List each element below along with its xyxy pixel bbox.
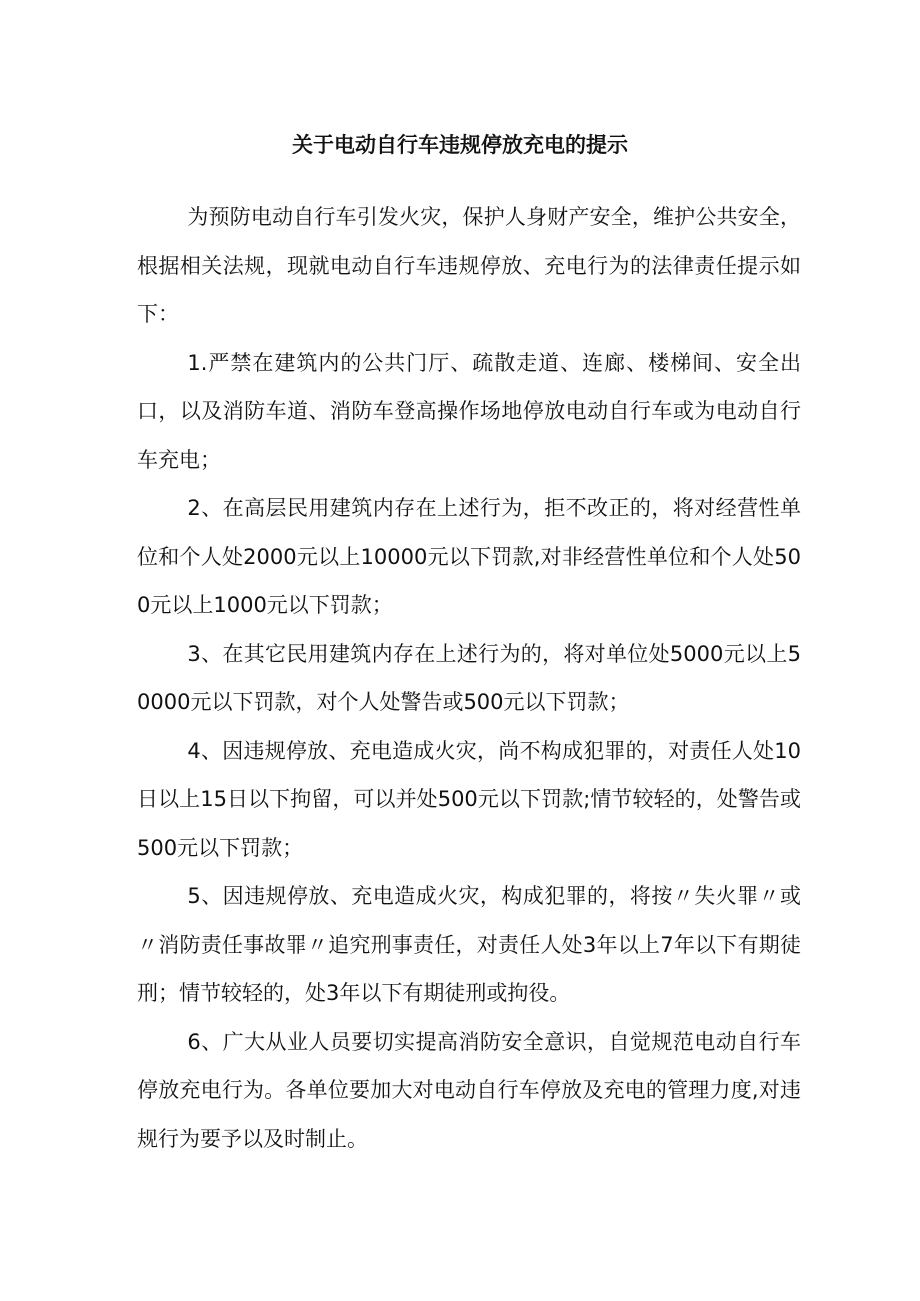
rule-2-paragraph: 2、在高层民用建筑内存在上述行为，拒不改正的，将对经营性单位和个人处2000元以上10000元以下罚款,对非经营性单位和个人处500元以上1000元以下罚款； [137,496,801,617]
rule-6-paragraph: 6、广大从业人员要切实提高消防安全意识，自觉规范电动自行车停放充电行为。各单位要加大对电动自行车停放及充电的管理力度,对违规行为要予以及时制止。 [137,1029,801,1151]
document-title: 关于电动自行车违规停放充电的提示 [292,133,628,157]
intro-paragraph: 为预防电动自行车引发火灾，保护人身财产安全，维护公共安全，根据相关法规，现就电动自行车违规停放、充电行为的法律责任提示如下： [137,205,801,326]
rule-3-paragraph: 3、在其它民用建筑内存在上述行为的，将对单位处5000元以上50000元以下罚款，对个人处警告或500元以下罚款； [137,641,801,714]
document-body [137,193,801,1163]
rule-1-paragraph: 1.严禁在建筑内的公共门厅、疏散走道、连廊、楼梯间、安全出口，以及消防车道、消防车登高操作场地停放电动自行车或为电动自行车充电； [137,350,801,472]
rule-4-paragraph: 4、因违规停放、充电造成火灾，尚不构成犯罪的，对责任人处10日以上15日以下拘留，可以并处500元以下罚款;情节较轻的，处警告或500元以下罚款； [137,738,801,860]
rule-5-paragraph: 5、因违规停放、充电造成火灾，构成犯罪的，将按〃失火罪〃或〃消防责任事故罪〃追究刑事责任，对责任人处3年以上7年以下有期徒刑；情节较轻的，处3年以下有期徒刑或拘役。 [137,884,801,1005]
